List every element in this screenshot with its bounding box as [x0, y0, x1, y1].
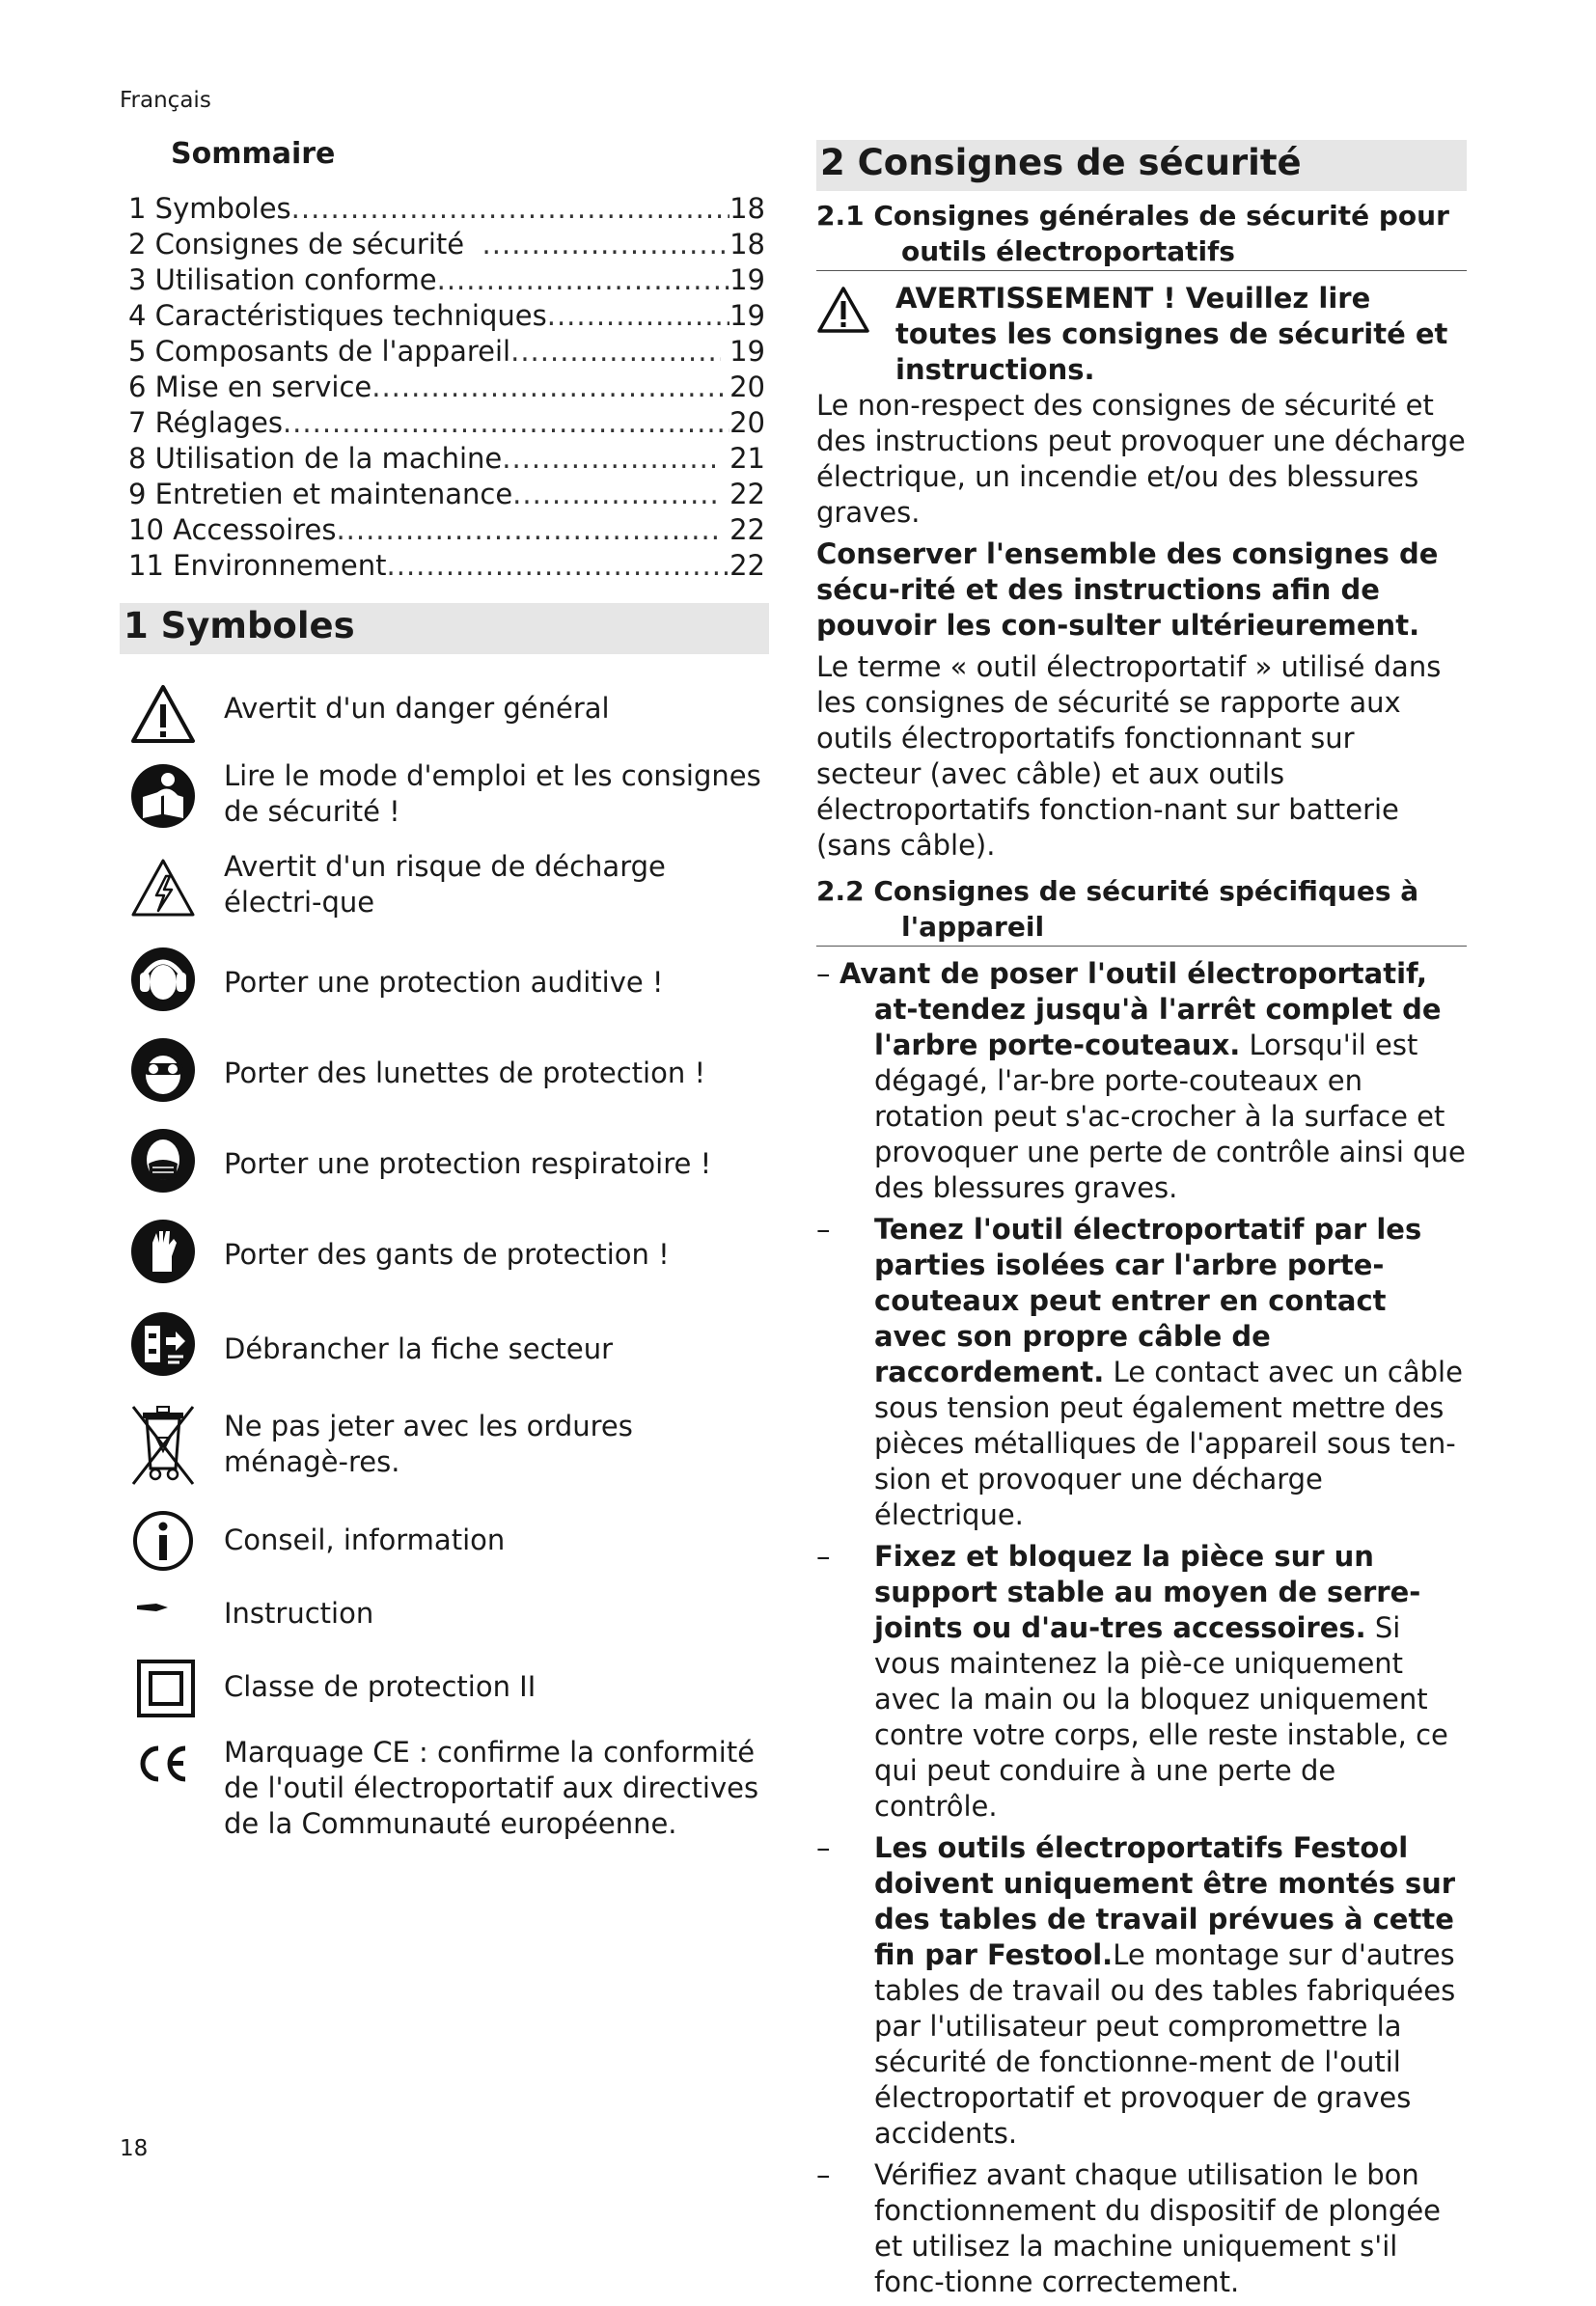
- toc-entry[interactable]: 3 Utilisation conforme ..... 19: [128, 261, 765, 296]
- symbol-text: Instruction: [224, 1597, 374, 1630]
- toc-entry[interactable]: 10 Accessoires ..... 22: [128, 510, 765, 546]
- ce-mark-icon: [129, 1735, 197, 1793]
- toc-entry[interactable]: 5 Composants de l'appareil ..... 19: [128, 332, 765, 368]
- list-item: – Tenez l'outil électroportatif par les parties isolées car l'arbre porte-couteaux peut entrer en contact avec son propre câble de raccordement. Le contact avec un câble sous tension peut également mettre des pièces métalliques de l'appareil sous ten-sion et provoquer une décharge électrique.: [816, 1213, 1463, 1531]
- toc-entry[interactable]: 2 Consignes de sécurité ..... 18: [128, 225, 765, 261]
- subsection-heading: 2.2 Consignes de sécurité spécifiques à l'appareil: [816, 873, 1467, 947]
- symbol-text: Classe de protection II: [224, 1670, 537, 1703]
- toc-entry[interactable]: 7 Réglages ..... 20: [128, 403, 765, 439]
- warning-paragraph: AVERTISSEMENT ! Veuillez lire toutes les consignes de sécurité et instructions.: [816, 281, 1467, 388]
- symbol-text: Avertit d'un risque de décharge électri-que: [224, 850, 666, 919]
- symbol-text: Conseil, information: [224, 1524, 506, 1556]
- paragraph: Le terme « outil électroportatif » utilisé dans les consignes de sécurité se rapporte aux outils électroportatifs fonctionnant sur secteur (avec câble) et aux outils électroportatifs fonction-nant sur batterie (sans câble).: [816, 650, 1442, 862]
- language-label: Français: [120, 88, 211, 113]
- section-1-heading: 1 Symboles: [120, 603, 769, 654]
- section-2-heading: 2 Consignes de sécurité: [816, 140, 1467, 191]
- symbol-text: Lire le mode d'emploi et les consignes de sécurité !: [224, 759, 761, 828]
- safety-instructions: [816, 198, 1467, 2306]
- symbol-text: Porter une protection auditive !: [224, 966, 664, 999]
- general-danger-icon: [129, 681, 197, 749]
- toc-entry[interactable]: 9 Entretien et maintenance ..... 22: [128, 475, 765, 510]
- toc-entry[interactable]: 8 Utilisation de la machine ..... 21: [128, 439, 765, 475]
- toc-entry[interactable]: 1 Symboles ..... 18: [128, 189, 765, 225]
- toc-entry[interactable]: 4 Caractéristiques techniques ..... 19: [128, 296, 765, 332]
- protection-class-ii-icon: [129, 1654, 197, 1721]
- respiratory-protection-icon: [129, 1127, 197, 1194]
- symbol-text: Porter des lunettes de protection !: [224, 1057, 706, 1089]
- page-number: 18: [120, 2136, 149, 2161]
- toc-entry[interactable]: 11 Environnement ..... 22: [128, 546, 765, 582]
- symbol-text: Avertit d'un danger général: [224, 692, 610, 725]
- symbol-text: Ne pas jeter avec les ordures ménagè-res.: [224, 1410, 633, 1478]
- no-household-waste-icon: [129, 1405, 197, 1486]
- info-icon: [129, 1507, 197, 1575]
- table-of-contents: [128, 189, 765, 582]
- list-item: – Fixez et bloquez la pièce sur un support stable au moyen de serre-joints ou d'au-tres accessoires. Si vous maintenez la piè-ce uniquement avec la main ou la bloquez uniquement contre votre corps, elle reste instable, ce qui peut conduire à une perte de contrôle.: [816, 1540, 1448, 1823]
- paragraph-bold: Conserver l'ensemble des consignes de sécu-rité et des instructions afin de pouvoir les con-sulter ultérieurement.: [816, 537, 1439, 642]
- ear-protection-icon: [129, 946, 197, 1013]
- toc-entry[interactable]: 6 Mise en service ..... 20: [128, 368, 765, 403]
- read-manual-icon: [129, 762, 197, 830]
- toc-title: Sommaire: [171, 137, 336, 171]
- electric-shock-icon: [129, 855, 197, 922]
- eye-protection-icon: [129, 1036, 197, 1104]
- instruction-arrow-icon: [129, 1582, 197, 1631]
- list-item: – Les outils électroportatifs Festool doivent uniquement être montés sur des tables de travail prévues à cette fin par Festool.Le montage sur d'autres tables de travail ou des tables fabriquées par l'utilisateur peut compromettre la sécurité de fonctionne-ment de l'outil électroportatif et provoquer de graves accidents.: [816, 1831, 1456, 2150]
- symbol-text: Porter des gants de protection !: [224, 1238, 670, 1271]
- symbol-text: Marquage CE : confirme la conformité de l'outil électroportatif aux directives de la Communauté européenne.: [224, 1736, 759, 1840]
- warning-icon: [816, 285, 870, 335]
- paragraph: Le non-respect des consignes de sécurité et des instructions peut provoquer une décharge électrique, un incendie et/ou des blessures graves.: [816, 389, 1466, 529]
- symbol-text: Débrancher la fiche secteur: [224, 1332, 614, 1365]
- unplug-icon: [129, 1310, 197, 1378]
- list-item: – Vérifiez avant chaque utilisation le bon fonctionnement du dispositif de plongée et utilisez la machine uniquement s'il fonc-tionne correctement.: [816, 2158, 1442, 2298]
- subsection-heading: 2.1 Consignes générales de sécurité pour outils électroportatifs: [816, 198, 1467, 271]
- list-item: – Avant de poser l'outil électroportatif, at-tendez jusqu'à l'arrêt complet de l'arbre porte-couteaux. Lorsqu'il est dégagé, l'ar-bre porte-couteaux en rotation peut s'ac-crocher à la surface et provoquer une perte de contrôle ainsi que des blessures graves.: [816, 957, 1466, 1204]
- symbol-text: Porter une protection respiratoire !: [224, 1147, 712, 1180]
- gloves-icon: [129, 1218, 197, 1285]
